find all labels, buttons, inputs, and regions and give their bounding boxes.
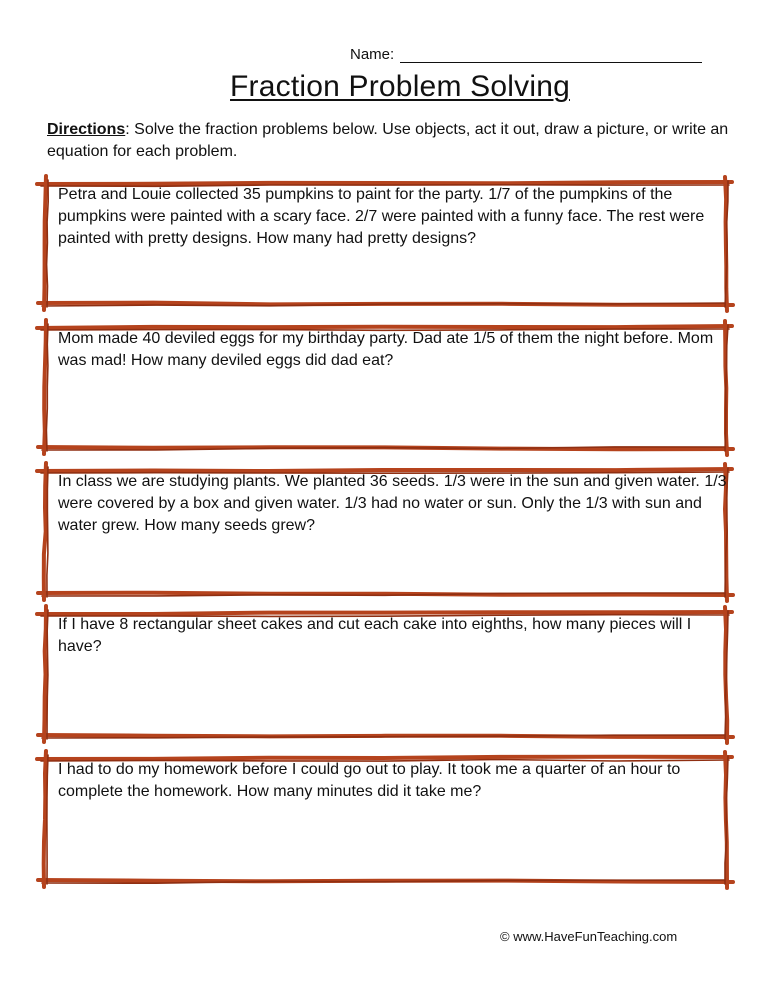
frame-stroke [47,755,48,884]
directions [47,119,747,163]
problem-text-2: Mom made 40 deviled eggs for my birthday party. Dad ate 1/5 of them the night before. Mom was mad! How many deviled eggs did dad eat? [58,330,714,369]
problem-text-3: In class we are studying plants. We planted 36 seeds. 1/3 were in the sun and given water. 1/3 were covered by a box and given water. 1/3 had no water or sun. Only the 1/3 with sun and water grew. How many seeds grew? [58,473,727,534]
frame-stroke [44,176,46,310]
problem-box-4[interactable] [36,606,734,742]
problem-box-2[interactable] [36,320,734,454]
directions-text: : Solve the fraction problems below. Use objects, act it out, draw a picture, or write an equation for each problem. [47,121,729,160]
name-input-line[interactable] [400,46,702,63]
problem-text-4: If I have 8 rectangular sheet cakes and cut each cake into eighths, how many pieces will I have? [58,616,692,655]
name-label: Name: [350,46,395,63]
page-title: Fraction Problem Solving [230,70,570,103]
footer-copyright: © www.HaveFunTeaching.com [500,929,678,944]
problem-text-1: Petra and Louie collected 35 pumpkins to paint for the party. 1/7 of the pumpkins of the pumpkins were painted with a scary face. 2/7 were painted with a funny face. The rest were painted with pretty designs. How many had pretty designs? [58,186,705,247]
frame-stroke [47,610,48,739]
frame-stroke [46,324,48,451]
frame-stroke [44,751,46,887]
frame-stroke [44,606,46,742]
frame-stroke [47,467,48,597]
problem-box-3[interactable] [36,463,734,600]
problem-box-1[interactable] [36,176,734,310]
problem-box-5[interactable] [36,751,734,887]
name-field-row [350,46,702,63]
directions-label: Directions [47,121,126,138]
frame-stroke [44,320,46,454]
problem-text-5: I had to do my homework before I could go out to play. It took me a quarter of an hour to complete the homework. How many minutes did it take me? [58,761,681,800]
frame-stroke [44,463,46,600]
